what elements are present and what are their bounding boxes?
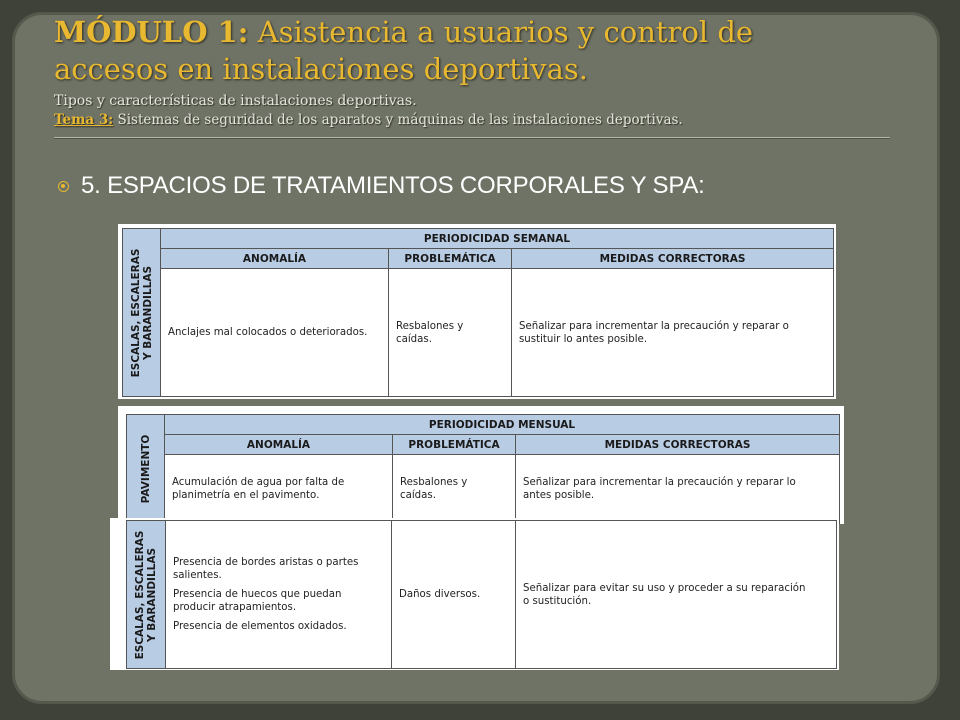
section-heading-text: 5. ESPACIOS DE TRATAMIENTOS CORPORALES Y SPA:	[81, 172, 705, 199]
module-title	[54, 14, 894, 88]
anomaly-item: Presencia de elementos oxidados.	[173, 621, 347, 632]
weekly-col-anomalia: ANOMALÍA	[160, 248, 389, 269]
module-label: MÓDULO 1:	[54, 15, 249, 49]
weekly-table-title: PERIODICIDAD SEMANAL	[160, 228, 834, 249]
monthly-category-label-escalas: ESCALAS, ESCALERAS Y BARANDILLAS	[134, 530, 158, 659]
monthly-measures-cell-2: Señalizar para evitar su uso y proceder a su reparación o sustitución.	[515, 520, 837, 669]
weekly-category-cell	[122, 228, 161, 397]
weekly-problem-cell: Resbalones y caídas.	[388, 268, 512, 397]
monthly-col-problematica: PROBLEMÁTICA	[392, 434, 516, 455]
weekly-category-label: ESCALAS, ESCALERAS Y BARANDILLAS	[129, 248, 154, 377]
monthly-col-anomalia: ANOMALÍA	[164, 434, 393, 455]
monthly-table-title: PERIODICIDAD MENSUAL	[164, 414, 840, 435]
weekly-measures-cell: Señalizar para incrementar la precaución y reparar o sustituir lo antes posible.	[511, 268, 834, 397]
topic-text: Sistemas de seguridad de los aparatos y máquinas de las instalaciones deportivas.	[113, 112, 683, 128]
monthly-category-cell-pavimento	[126, 414, 165, 524]
monthly-measures-cell-1: Señalizar para incrementar la precaución y reparar lo antes posible.	[515, 454, 840, 524]
monthly-category-cell-escalas	[126, 520, 166, 669]
monthly-category-label-pavimento: PAVIMENTO	[139, 434, 152, 504]
weekly-anomaly-cell: Anclajes mal colocados o deteriorados.	[160, 268, 389, 397]
monthly-problem-cell-2: Daños diversos.	[391, 520, 516, 669]
slide-header	[54, 14, 894, 129]
weekly-col-problematica: PROBLEMÁTICA	[388, 248, 512, 269]
monthly-col-medidas: MEDIDAS CORRECTORAS	[515, 434, 840, 455]
header-divider	[54, 137, 890, 139]
weekly-col-medidas: MEDIDAS CORRECTORAS	[511, 248, 834, 269]
anomaly-item: Presencia de bordes aristas o partes salientes.	[173, 557, 359, 581]
module-subtitle: Tipos y características de instalaciones deportivas.	[54, 93, 417, 109]
section-heading	[58, 172, 705, 200]
topic-line	[54, 111, 894, 129]
module-title-line1: Asistencia a usuarios y control de	[248, 15, 754, 49]
weekly-table	[118, 224, 836, 399]
monthly-table-continuation	[110, 518, 839, 670]
anomaly-item: Presencia de huecos que puedan producir atrapamientos.	[173, 589, 342, 613]
monthly-problem-cell-1: Resbalones y caídas.	[392, 454, 516, 524]
module-title-line2: accesos en instalaciones deportivas.	[54, 52, 589, 86]
topic-label: Tema 3:	[54, 112, 114, 128]
circle-bullet-icon	[58, 181, 69, 192]
monthly-anomaly-cell-2	[165, 520, 392, 669]
monthly-table	[118, 406, 844, 524]
monthly-anomaly-cell-1: Acumulación de agua por falta de planimetría en el pavimento.	[164, 454, 393, 524]
